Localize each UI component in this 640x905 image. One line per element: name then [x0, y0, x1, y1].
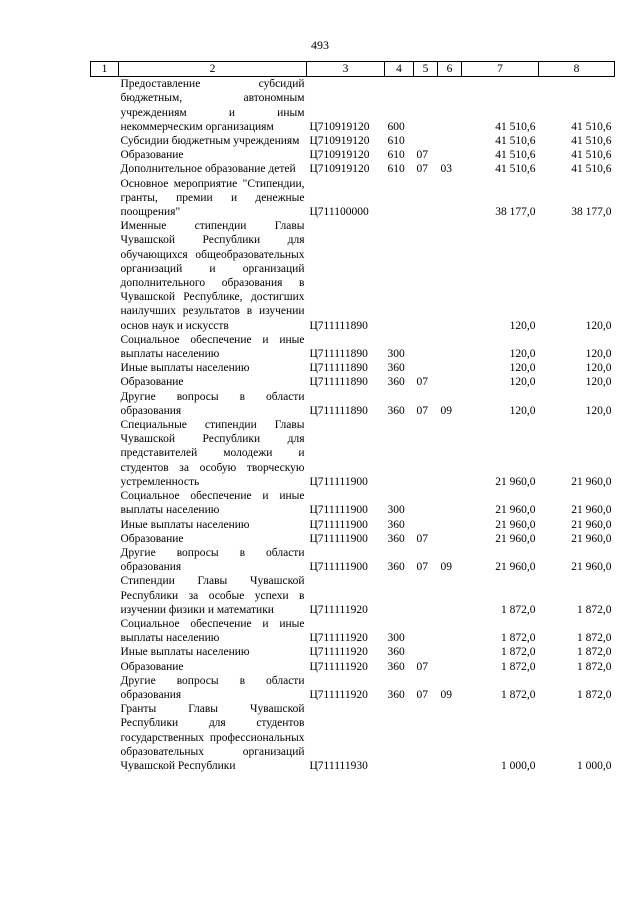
row-section — [414, 574, 438, 617]
row-amount-col8: 41 510,6 — [571, 163, 612, 176]
row-target-code: Ц711111920 — [309, 632, 368, 645]
row-amount-col7: 21 960,0 — [495, 504, 536, 517]
row-amount-col7: 21 960,0 — [495, 475, 536, 488]
row-section: 07 — [416, 532, 428, 545]
row-index-cell — [91, 134, 119, 148]
row-description: Образование — [120, 376, 184, 389]
row-target-code: Ц711111930 — [309, 759, 368, 772]
table-row — [91, 375, 615, 389]
row-section — [414, 361, 438, 375]
row-amount-col8: 41 510,6 — [571, 149, 612, 162]
row-description: Образование — [120, 532, 184, 545]
header-col-4: 4 — [385, 62, 414, 77]
row-section — [414, 489, 438, 517]
row-section: 07 — [416, 688, 428, 701]
row-amount-col8: 41 510,6 — [571, 135, 612, 148]
row-amount-col8: 1 000,0 — [577, 759, 612, 772]
row-index-cell — [91, 660, 119, 674]
row-amount-col8: 120,0 — [585, 319, 612, 332]
row-expense-type: 300 — [387, 632, 405, 645]
table-row — [91, 333, 615, 361]
table-row — [91, 574, 615, 617]
row-expense-type — [385, 418, 414, 489]
row-section — [414, 134, 438, 148]
row-target-code: Ц711111920 — [309, 688, 368, 701]
row-target-code: Ц711111920 — [309, 660, 368, 673]
row-description: Дополнительное образование детей — [120, 163, 296, 176]
row-amount-col7: 41 510,6 — [495, 149, 536, 162]
row-index-cell — [91, 489, 119, 517]
row-index-cell — [91, 375, 119, 389]
row-target-code: Ц711111900 — [309, 532, 368, 545]
row-target-code: Ц711111890 — [309, 404, 368, 417]
row-target-code: Ц711111890 — [309, 376, 368, 389]
table-row — [91, 148, 615, 162]
row-index-cell — [91, 148, 119, 162]
row-target-code: Ц711111920 — [309, 646, 368, 659]
row-amount-col8: 1 872,0 — [577, 688, 612, 701]
row-description: Социальное обеспечение и иные выплаты населению — [120, 617, 305, 645]
row-amount-col8: 120,0 — [585, 348, 612, 361]
header-col-5: 5 — [414, 62, 438, 77]
row-expense-type: 360 — [387, 561, 405, 574]
row-amount-col7: 1 872,0 — [501, 603, 536, 616]
row-target-code: Ц711111890 — [309, 348, 368, 361]
header-col-2: 2 — [119, 62, 307, 77]
row-amount-col7: 21 960,0 — [495, 518, 536, 531]
row-expense-type: 300 — [387, 348, 405, 361]
row-subsection — [438, 375, 462, 389]
row-subsection: 09 — [440, 561, 452, 574]
row-amount-col7: 41 510,6 — [495, 120, 536, 133]
row-description: Иные выплаты населению — [120, 646, 250, 659]
row-amount-col8: 21 960,0 — [571, 561, 612, 574]
row-expense-type: 360 — [387, 646, 405, 659]
row-section — [414, 219, 438, 333]
row-section: 07 — [416, 163, 428, 176]
row-amount-col8: 38 177,0 — [571, 206, 612, 219]
row-expense-type — [385, 574, 414, 617]
row-expense-type: 360 — [387, 376, 405, 389]
row-description: Образование — [120, 149, 184, 162]
row-amount-col7: 120,0 — [509, 319, 536, 332]
row-description: Социальное обеспечение и иные выплаты населению — [120, 333, 305, 361]
table-row — [91, 361, 615, 375]
row-amount-col7: 120,0 — [509, 404, 536, 417]
table-row — [91, 518, 615, 532]
row-amount-col7: 21 960,0 — [495, 532, 536, 545]
row-subsection — [438, 660, 462, 674]
row-index-cell — [91, 162, 119, 176]
row-amount-col8: 120,0 — [585, 376, 612, 389]
page-number: 493 — [311, 38, 329, 52]
row-amount-col8: 21 960,0 — [571, 475, 612, 488]
row-expense-type: 610 — [387, 163, 405, 176]
row-subsection — [438, 645, 462, 659]
table-row — [91, 162, 615, 176]
row-section — [414, 702, 438, 773]
row-subsection: 03 — [440, 163, 452, 176]
row-subsection — [438, 574, 462, 617]
row-target-code: Ц711111900 — [309, 504, 368, 517]
row-expense-type — [385, 177, 414, 220]
row-section: 07 — [416, 404, 428, 417]
row-target-code: Ц711111900 — [309, 561, 368, 574]
row-target-code: Ц710919120 — [309, 135, 370, 148]
row-description: Другие вопросы в области образования — [120, 674, 305, 701]
table-row — [91, 489, 615, 517]
row-index-cell — [91, 361, 119, 375]
row-amount-col8: 1 872,0 — [577, 603, 612, 616]
row-subsection — [438, 617, 462, 645]
row-section: 07 — [416, 561, 428, 574]
row-expense-type: 360 — [387, 362, 405, 375]
row-description: Именные стипендии Главы Чувашской Республики для обучающихся общеобразовательных организаций и организаций дополнительного образования в Чувашской Республике, достигших наилучших результатов в изучении основ наук и искусств — [120, 220, 305, 332]
row-index-cell — [91, 177, 119, 220]
table-row — [91, 390, 615, 418]
row-index-cell — [91, 674, 119, 702]
row-expense-type — [385, 219, 414, 333]
row-description: Стипендии Главы Чувашской Республики за особые успехи в изучении физики и математики — [120, 575, 305, 616]
row-section — [414, 418, 438, 489]
table-row — [91, 702, 615, 773]
row-amount-col8: 21 960,0 — [571, 518, 612, 531]
row-expense-type: 360 — [387, 404, 405, 417]
row-subsection — [438, 77, 462, 134]
row-description: Субсидии бюджетным учреждениям — [120, 135, 300, 148]
table-row — [91, 219, 615, 333]
row-index-cell — [91, 333, 119, 361]
row-description: Другие вопросы в области образования — [120, 546, 305, 574]
row-index-cell — [91, 390, 119, 418]
row-section — [414, 177, 438, 220]
row-amount-col8: 1 872,0 — [577, 660, 612, 673]
row-expense-type: 360 — [387, 518, 405, 531]
row-subsection — [438, 333, 462, 361]
row-section — [414, 333, 438, 361]
row-index-cell — [91, 219, 119, 333]
row-subsection: 09 — [440, 404, 452, 417]
row-amount-col7: 1 872,0 — [501, 660, 536, 673]
row-description: Гранты Главы Чувашской Республики для студентов государственных профессиональных образовательных организаций Чувашской Республики — [120, 703, 305, 772]
row-section — [414, 645, 438, 659]
row-subsection — [438, 177, 462, 220]
header-col-6: 6 — [438, 62, 462, 77]
row-subsection — [438, 361, 462, 375]
row-target-code: Ц710919120 — [309, 163, 370, 176]
row-amount-col8: 1 872,0 — [577, 646, 612, 659]
header-col-3: 3 — [307, 62, 385, 77]
table-row — [91, 532, 615, 546]
row-subsection — [438, 134, 462, 148]
row-target-code: Ц711100000 — [309, 206, 369, 219]
row-index-cell — [91, 702, 119, 773]
row-subsection — [438, 219, 462, 333]
row-subsection — [438, 532, 462, 546]
row-expense-type: 360 — [387, 660, 405, 673]
row-section: 07 — [416, 660, 428, 673]
row-description: Образование — [120, 660, 184, 673]
row-expense-type: 600 — [387, 120, 405, 133]
row-amount-col7: 1 872,0 — [501, 688, 536, 701]
row-section: 07 — [416, 149, 428, 162]
row-section — [414, 518, 438, 532]
table-row — [91, 546, 615, 574]
row-subsection — [438, 702, 462, 773]
header-col-7: 7 — [462, 62, 539, 77]
row-section — [414, 77, 438, 134]
row-index-cell — [91, 518, 119, 532]
row-expense-type: 300 — [387, 504, 405, 517]
row-description: Специальные стипендии Главы Чувашской Республики для представителей молодежи и студентов за особую творческую устремленность — [120, 419, 305, 488]
row-amount-col7: 41 510,6 — [495, 135, 536, 148]
row-amount-col7: 1 872,0 — [501, 632, 536, 645]
table-row — [91, 645, 615, 659]
row-amount-col8: 21 960,0 — [571, 504, 612, 517]
row-amount-col8: 21 960,0 — [571, 532, 612, 545]
row-subsection: 09 — [440, 688, 452, 701]
row-amount-col7: 120,0 — [509, 362, 536, 375]
row-index-cell — [91, 77, 119, 134]
table-row — [91, 177, 615, 220]
header-col-8: 8 — [539, 62, 615, 77]
row-target-code: Ц711111890 — [309, 362, 368, 375]
row-index-cell — [91, 645, 119, 659]
row-expense-type: 610 — [387, 149, 405, 162]
row-amount-col7: 1 000,0 — [501, 759, 536, 772]
row-target-code: Ц710919120 — [309, 149, 370, 162]
table-row — [91, 617, 615, 645]
row-target-code: Ц711111920 — [309, 603, 368, 616]
row-amount-col7: 21 960,0 — [495, 561, 536, 574]
row-amount-col7: 120,0 — [509, 348, 536, 361]
row-amount-col8: 41 510,6 — [571, 120, 612, 133]
row-index-cell — [91, 418, 119, 489]
row-target-code: Ц711111890 — [309, 319, 368, 332]
table-row — [91, 134, 615, 148]
row-expense-type: 360 — [387, 688, 405, 701]
row-amount-col7: 41 510,6 — [495, 163, 536, 176]
table-row — [91, 660, 615, 674]
budget-table — [90, 61, 615, 773]
row-section: 07 — [416, 376, 428, 389]
column-number-header — [91, 62, 615, 77]
row-target-code: Ц710919120 — [309, 120, 370, 133]
row-expense-type: 610 — [387, 135, 405, 148]
row-description: Социальное обеспечение и иные выплаты населению — [120, 490, 305, 517]
row-description: Другие вопросы в области образования — [120, 390, 305, 417]
row-index-cell — [91, 532, 119, 546]
row-target-code: Ц711111900 — [309, 518, 368, 531]
table-row — [91, 418, 615, 489]
row-amount-col8: 1 872,0 — [577, 632, 612, 645]
row-index-cell — [91, 574, 119, 617]
header-col-1: 1 — [91, 62, 119, 77]
row-index-cell — [91, 546, 119, 574]
row-amount-col7: 38 177,0 — [495, 206, 536, 219]
row-index-cell — [91, 617, 119, 645]
row-expense-type — [385, 702, 414, 773]
table-row — [91, 77, 615, 134]
row-subsection — [438, 489, 462, 517]
row-subsection — [438, 148, 462, 162]
row-amount-col8: 120,0 — [585, 404, 612, 417]
row-section — [414, 617, 438, 645]
row-description: Основное мероприятие "Стипендии, гранты, премии и денежные поощрения" — [120, 177, 305, 219]
table-row — [91, 674, 615, 702]
row-amount-col8: 120,0 — [585, 362, 612, 375]
row-amount-col7: 120,0 — [509, 376, 536, 389]
row-target-code: Ц711111900 — [309, 475, 368, 488]
row-description: Иные выплаты населению — [120, 362, 250, 375]
row-description: Предоставление субсидий бюджетным, автономным учреждениям и иным некоммерческим организациям — [120, 78, 305, 133]
row-subsection — [438, 518, 462, 532]
row-amount-col7: 1 872,0 — [501, 646, 536, 659]
row-subsection — [438, 418, 462, 489]
row-description: Иные выплаты населению — [120, 518, 250, 531]
row-expense-type: 360 — [387, 532, 405, 545]
